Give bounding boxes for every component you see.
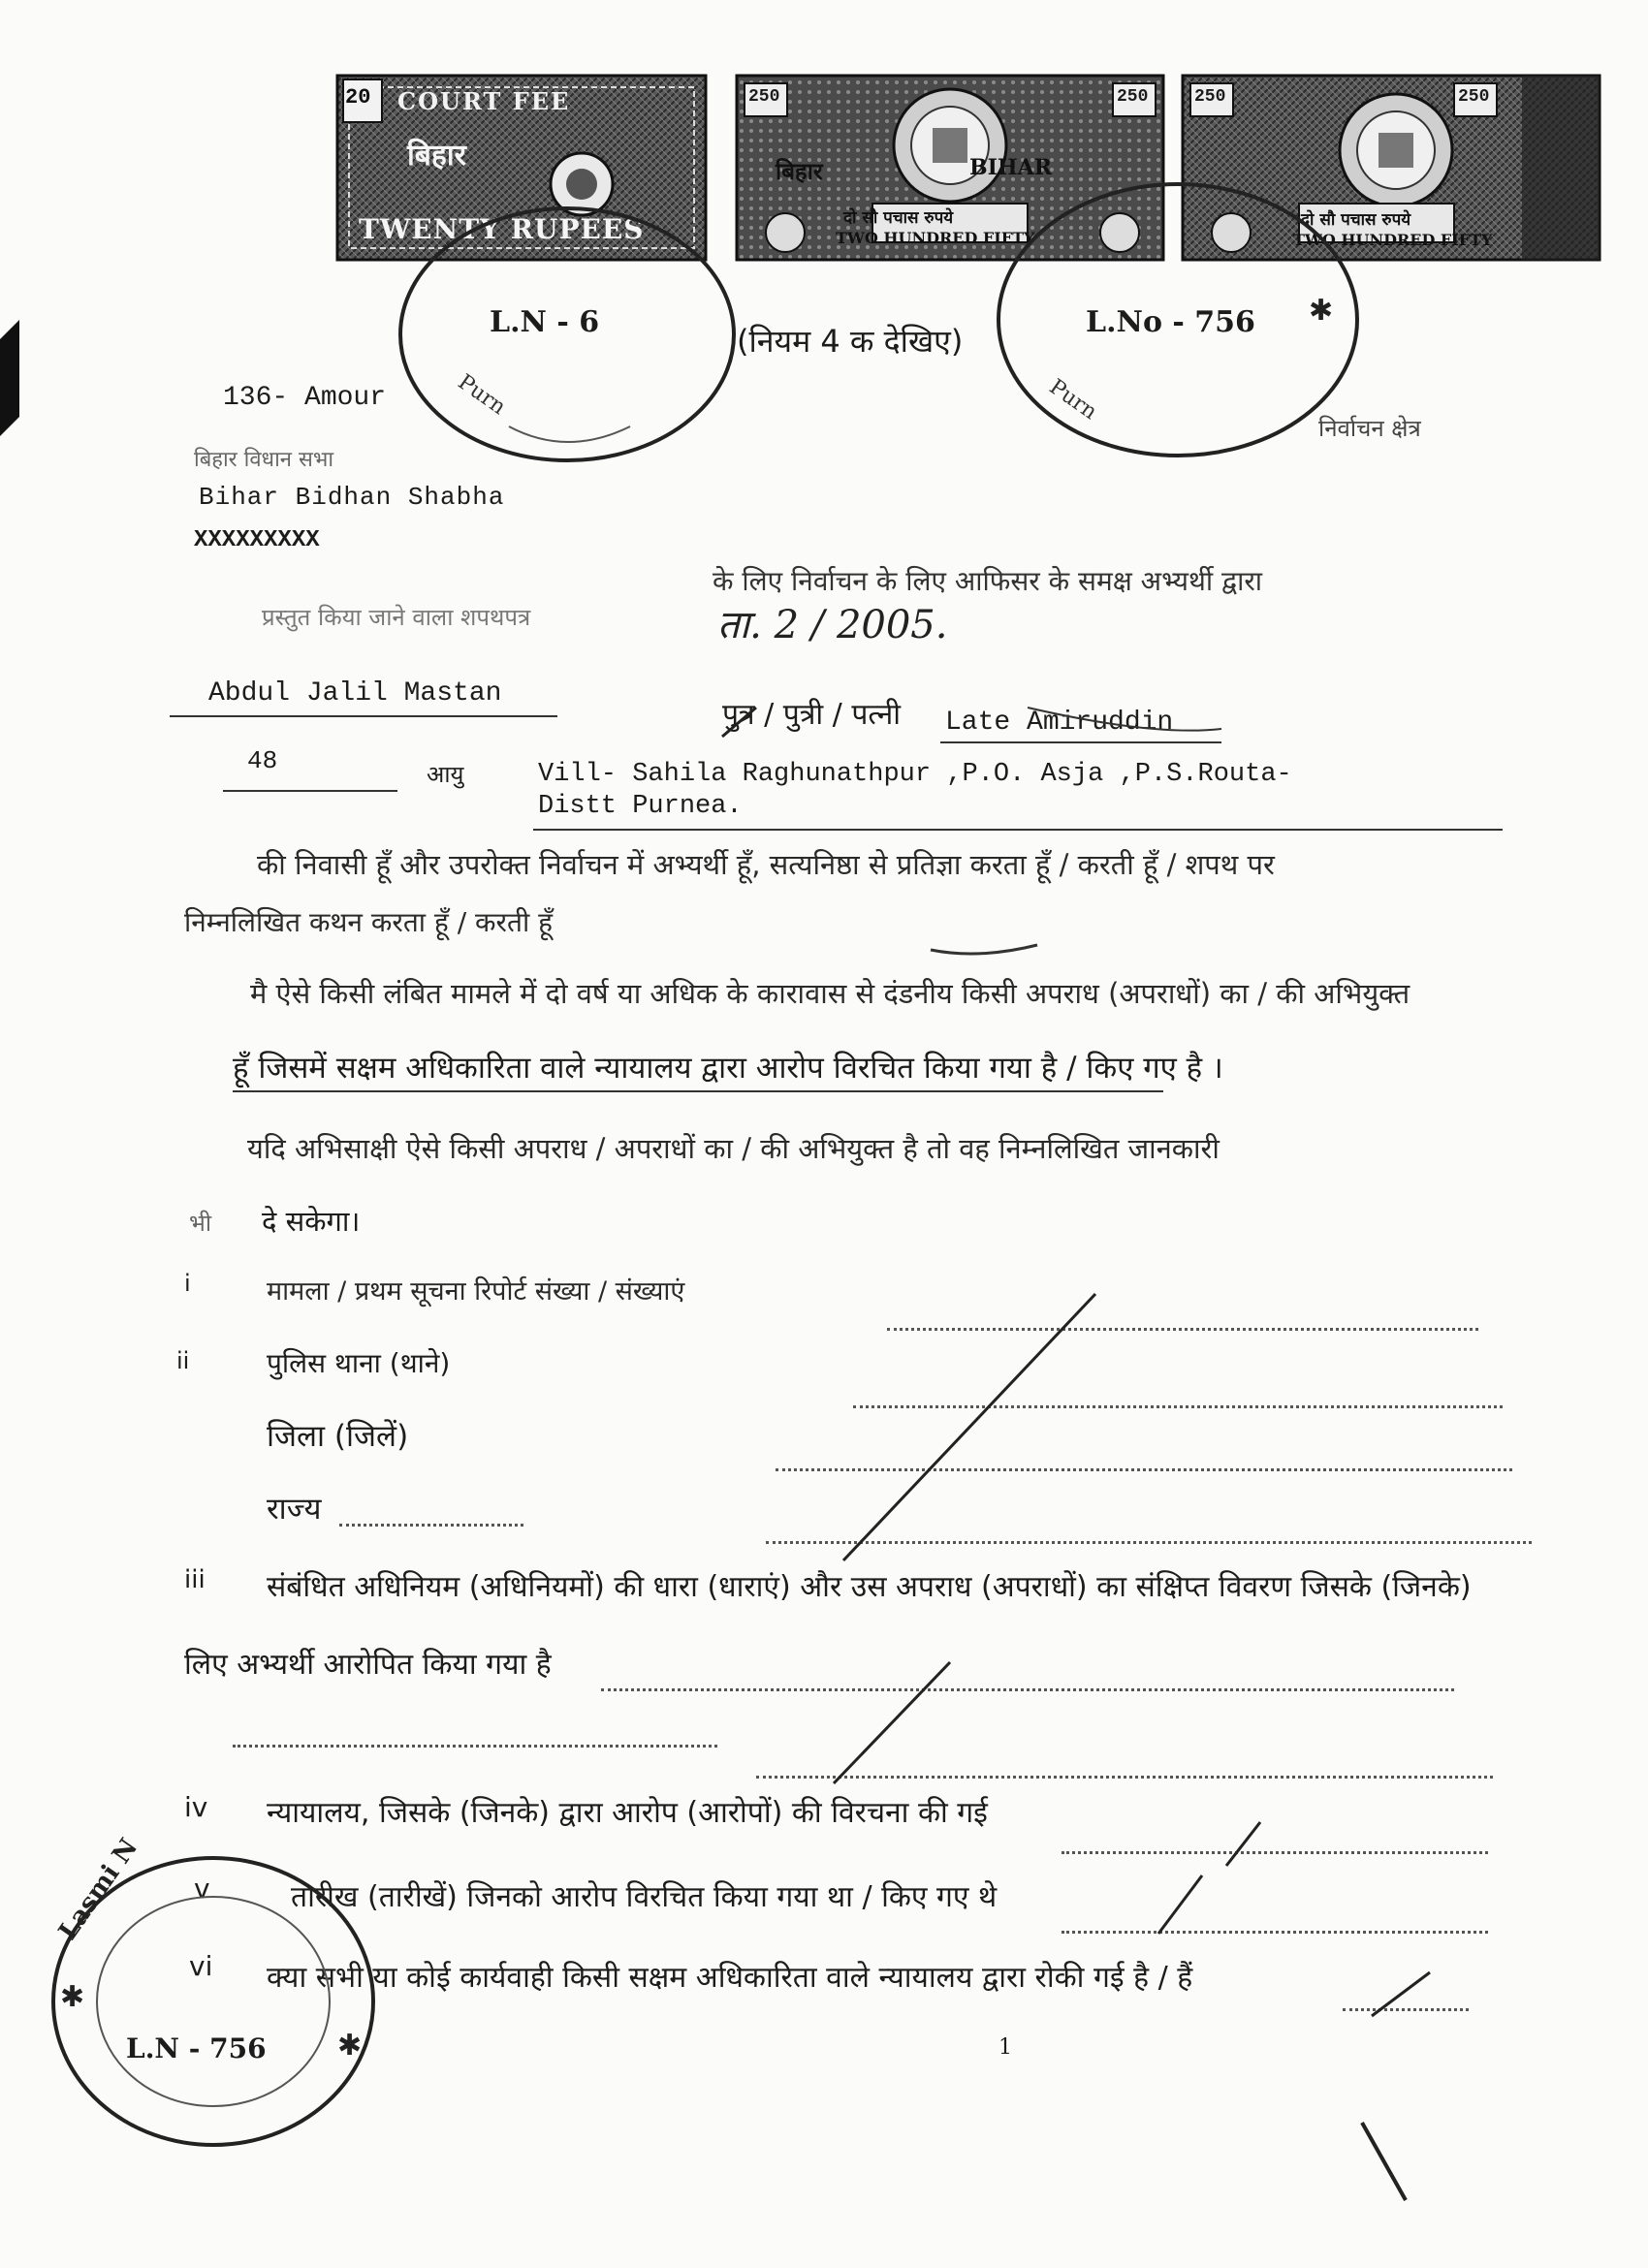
clause-3-num: iii xyxy=(184,1565,206,1594)
clause-1-line-3: यदि अभिसाक्षी ऐसे किसी अपराध / अपराधों का / की अभियुक्त है तो वह निम्नलिखित जानकारी xyxy=(247,1132,1220,1165)
vendor-seal-bottom-left-license: L.N - 756 xyxy=(126,2032,267,2064)
constituency-suffix: निर्वाचन क्षेत्र xyxy=(1318,415,1421,442)
stamp1-line-twenty-rupees: TWENTY RUPEES xyxy=(359,213,645,245)
relation-label: पुत्र / पुत्री / पत्नी xyxy=(722,698,901,732)
field-case-number-num: i xyxy=(184,1270,191,1297)
stamp2-line-bihar: BIHAR xyxy=(969,155,1053,180)
clause-6-text: क्या सभी या कोई कार्यवाही किसी सक्षम अधिकारिता वाले न्यायालय द्वारा रोकी गई है / हैं xyxy=(267,1961,1193,1995)
struck-out-text: XXXXXXXXX xyxy=(194,527,320,553)
stamp1-value: 20 xyxy=(345,85,371,110)
stamp3-value-left: 250 xyxy=(1194,87,1226,107)
stamp2-value-right: 250 xyxy=(1117,87,1149,107)
clause-6-num: vi xyxy=(189,1950,213,1982)
affidavit-date: ता. 2 / 2005. xyxy=(717,603,948,647)
field-police-station-num: ii xyxy=(176,1347,190,1374)
form-rule-reference: (नियम 4 क देखिए) xyxy=(737,323,964,360)
stamp3-line-amount: TWO HUNDRED FIFTY xyxy=(1293,231,1493,249)
stamp2-value-left: 250 xyxy=(748,87,780,107)
deponent-age: 48 xyxy=(247,746,278,775)
address-line-2: Distt Purnea. xyxy=(538,792,743,821)
clause-5-num: v xyxy=(194,1873,210,1905)
clause-4-text: न्यायालय, जिसके (जिनके) द्वारा आरोप (आरोपों) की विरचना की गई xyxy=(267,1796,988,1830)
clause-5-text: तारीख (तारीखें) जिनको आरोप विरचित किया गया था / किए गए थे xyxy=(291,1880,998,1914)
field-case-number-label: मामला / प्रथम सूचना रिपोर्ट संख्या / संख्याएं xyxy=(267,1276,685,1307)
stamp2-line-amount: TWO HUNDRED FIFTY xyxy=(836,229,1035,247)
stamp3-line-amount-hindi: दो सौ पचास रुपये xyxy=(1301,210,1411,230)
svg-text:✱: ✱ xyxy=(60,1980,85,2014)
svg-text:✱: ✱ xyxy=(1309,294,1334,328)
address-line-1: Vill- Sahila Raghunathpur ,P.O. Asja ,P.S.Routa- xyxy=(538,760,1292,789)
clause-1-line-1: मै ऐसे किसी लंबित मामले में दो वर्ष या अधिक के कारावास से दंडनीय किसी अपराध (अपराधों) का / की अभियुक्त xyxy=(250,977,1410,1010)
clause-4-num: iv xyxy=(184,1791,208,1823)
clause-3-line-2: लिए अभ्यर्थी आरोपित किया गया है xyxy=(184,1648,552,1682)
stamp2-line-bihar-hindi: बिहार xyxy=(776,158,823,185)
clause-1-line-2: हूँ जिसमें सक्षम अधिकारिता वाले न्यायालय द्वारा आरोप विरचित किया गया है / किए गए है । xyxy=(233,1051,1223,1086)
clause-3-line-1: संबंधित अधिनियम (अधिनियमों) की धारा (धाराएं) और उस अपराध (अपराधों) का संक्षिप्त विवरण जिसके (जिनके) xyxy=(267,1570,1472,1604)
svg-text:✱: ✱ xyxy=(337,2029,363,2063)
resident-line: की निवासी हूँ और उपरोक्त निर्वाचन में अभ्यर्थी हूँ, सत्यनिष्ठा से प्रतिज्ञा करता हूँ / करती हूँ / शपथ पर xyxy=(257,848,1275,881)
page-number: 1 xyxy=(998,2035,1012,2060)
age-label: आयु xyxy=(427,761,464,788)
stamp2-line-amount-hindi: दो सौ पचास रुपये xyxy=(843,208,954,228)
stamp3-value-right: 250 xyxy=(1458,87,1490,107)
field-state-label: राज्य xyxy=(267,1492,322,1527)
house-name-hindi: बिहार विधान सभा xyxy=(194,448,334,472)
house-name-english: Bihar Bidhan Shabha xyxy=(199,483,505,512)
statement-line: निम्नलिखित कथन करता हूँ / करती हूँ xyxy=(184,906,553,938)
constituency-name: 136- Amour xyxy=(223,383,387,413)
vendor-seal-top-right-license: L.No - 756 xyxy=(1086,305,1255,339)
deponent-name: Abdul Jalil Mastan xyxy=(208,678,502,709)
clause-1-line-4: दे सकेगा। xyxy=(262,1205,361,1238)
intro-line: के लिए निर्वाचन के लिए आफिसर के समक्ष अभ्यर्थी द्वारा xyxy=(713,565,1263,597)
stamp1-line-court-fee: COURT FEE xyxy=(397,87,571,115)
clause-1-line-4-prefix: भी xyxy=(189,1210,212,1237)
vendor-seal-top-left-license: L.N - 6 xyxy=(490,305,600,339)
vendor-seal-bottom-left-name: Lasmi N xyxy=(53,1833,144,1946)
vendor-seal-top-right-text: Purn xyxy=(1044,374,1101,425)
stamp1-line-bihar: बिहार xyxy=(407,139,466,173)
father-name: Late Amiruddin xyxy=(945,708,1174,738)
field-district-label: जिला (जिलें) xyxy=(267,1419,409,1454)
affidavit-date-prefix: प्रस्तुत किया जाने वाला शपथपत्र xyxy=(262,604,531,631)
field-police-station-label: पुलिस थाना (थाने) xyxy=(267,1347,451,1379)
vendor-seal-top-left-text: Purn xyxy=(453,369,510,421)
